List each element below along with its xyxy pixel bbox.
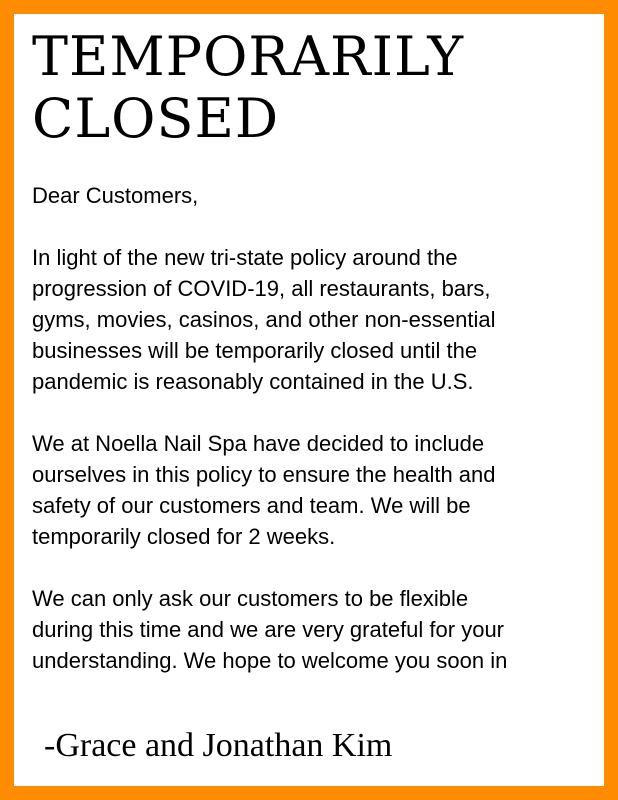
headline-line-2: CLOSED bbox=[32, 87, 280, 150]
paragraph-line: gyms, movies, casinos, and other non-essential bbox=[32, 307, 496, 332]
paragraph-thanks bbox=[32, 583, 612, 676]
paragraph-line: progression of COVID-19, all restaurants, bars, bbox=[32, 276, 491, 301]
paragraph-closure bbox=[32, 428, 612, 552]
notice-headline bbox=[32, 26, 464, 150]
paragraph-line: pandemic is reasonably contained in the U.S. bbox=[32, 369, 474, 394]
paragraph-line: businesses will be temporarily closed until the bbox=[32, 338, 478, 363]
paragraph-policy bbox=[32, 242, 612, 397]
paragraph-line: understanding. We hope to welcome you soon in bbox=[32, 648, 508, 673]
paragraph-line: We at Noella Nail Spa have decided to include bbox=[32, 431, 485, 456]
paragraph-line: ourselves in this policy to ensure the health and bbox=[32, 462, 496, 487]
paragraph-line: We can only ask our customers to be flexible bbox=[32, 586, 469, 611]
paragraph-line: during this time and we are very grateful for your bbox=[32, 617, 505, 642]
signature: -Grace and Jonathan Kim bbox=[44, 727, 393, 764]
paragraph-line: In light of the new tri-state policy around the bbox=[32, 245, 458, 270]
paragraph-line: temporarily closed for 2 weeks. bbox=[32, 524, 336, 549]
notice-body bbox=[32, 180, 612, 707]
greeting: Dear Customers, bbox=[32, 183, 199, 208]
headline-line-1: TEMPORARILY bbox=[32, 25, 465, 88]
paragraph-line: safety of our customers and team. We will be bbox=[32, 493, 471, 518]
